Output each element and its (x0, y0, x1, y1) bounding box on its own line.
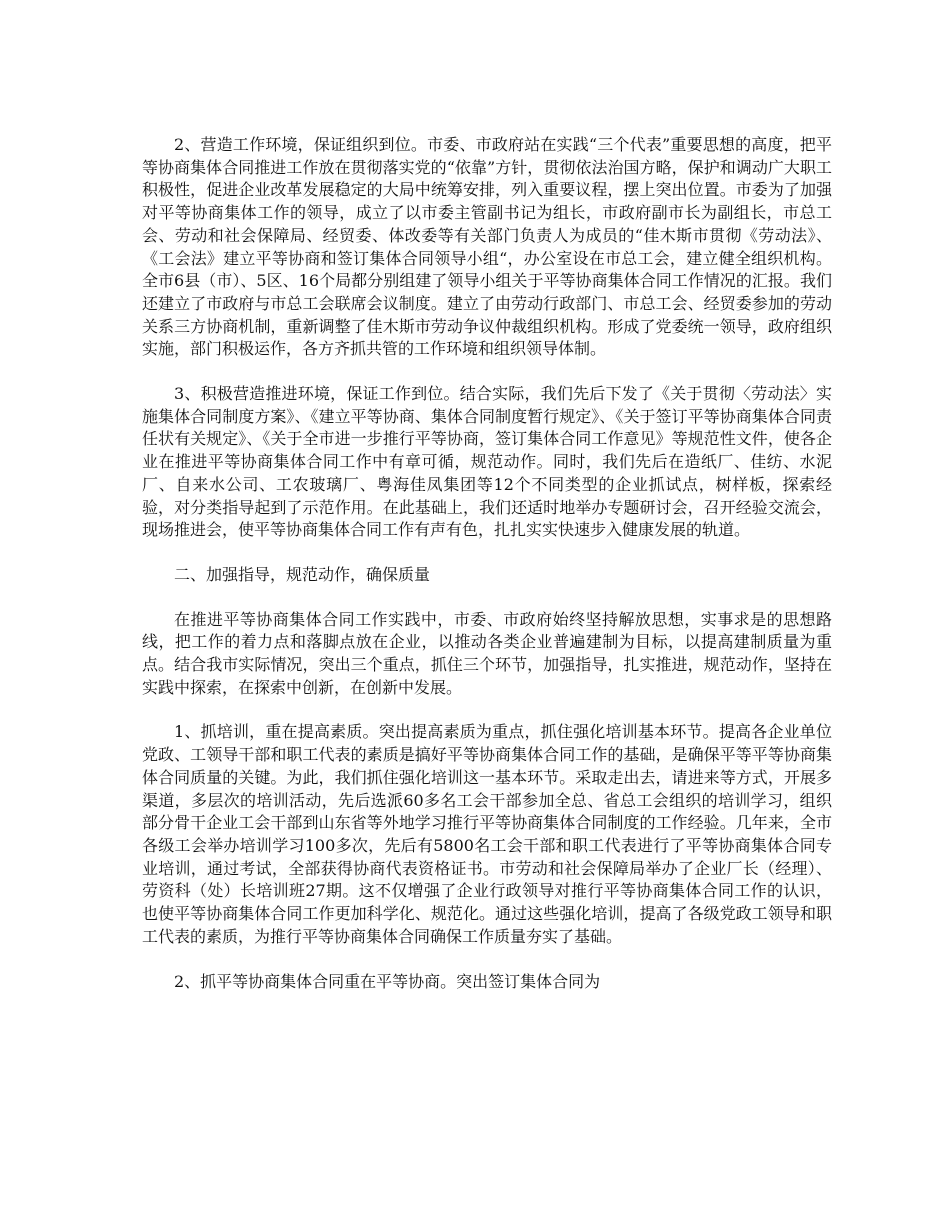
section-heading-guidance: 二、加强指导，规范动作，确保质量 (174, 564, 431, 584)
paragraph-training: 1、抓培训，重在提高素质。突出提高素质为重点，抓住强化培训基本环节。提高各企业单位党政、工领导干部和职工代表的素质是搞好平等协商集体合同工作的基础，是确保平等平等协商集体合同质量的关键。为此，我们抓住强化培训这一基本环节。采取走出去，请进来等方式，开展多渠道，多层次的培训活动，先后选派60多名工会干部参加全总、省总工会组织的培训学习，组织部分骨干企业工会干部到山东省等外地学习推行平等协商集体合同制度的工作经验。几年来，全市各级工会举办培训学习100多次，先后有5800名工会干部和职工代表进行了平等协商集体合同专业培训，通过考试，全部获得协商代表资格证书。市劳动和社会保障局举办了企业厂长（经理）、劳资科（处）长培训班27期。这不仅增强了企业行政领导对推行平等协商集体合同工作的认识，也使平等协商集体合同工作更加科学化、规范化。通过这些强化培训，提高了各级党政工领导和职工代表的素质，为推行平等协商集体合同确保工作质量夯实了基础。 (142, 722, 832, 946)
paragraph-negotiation: 2、抓平等协商集体合同重在平等协商。突出签订集体合同为 (174, 971, 601, 991)
paragraph-practice: 在推进平等协商集体合同工作实践中，市委、市政府始终坚持解放思想，实事求是的思想路线，把工作的着力点和落脚点放在企业，以推动各类企业普遍建制为目标，以提高建制质量为重点。结合我市实际情况，突出三个重点，抓住三个环节，加强指导，扎实推进，规范动作，坚持在实践中探索，在探索中创新，在创新中发展。 (142, 609, 832, 697)
paragraph-environment: 2、营造工作环境，保证组织到位。市委、市政府站在实践“三个代表”重要思想的高度，把平等协商集体合同推进工作放在贯彻落实党的“依靠”方针，贯彻依法治国方略，保护和调动广大职工积极性，促进企业改革发展稳定的大局中统筹安排，列入重要议程，摆上突出位置。市委为了加强对平等协商集体工作的领导，成立了以市委主管副书记为组长，市政府副市长为副组长，市总工会、劳动和社会保障局、经贸委、体改委等有关部门负责人为成员的“佳木斯市贯彻《劳动法》、《工会法》建立平等协商和签订集体合同领导小组“，办公室设在市总工会，建立健全组织机构。全市6县（市）、5区、16个局都分别组建了领导小组关于平等协商集体合同工作情况的汇报。我们还建立了市政府与市总工会联席会议制度。建立了由劳动行政部门、市总工会、经贸委参加的劳动关系三方协商机制，重新调整了佳木斯市劳动争议仲裁组织机构。形成了党委统一领导，政府组织实施，部门积极运作，各方齐抓共管的工作环境和组织领导体制。 (142, 135, 832, 359)
paragraph-promotion: 3、积极营造推进环境，保证工作到位。结合实际，我们先后下发了《关于贯彻〈劳动法〉实施集体合同制度方案》、《建立平等协商、集体合同制度暂行规定》、《关于签订平等协商集体合同责任状有关规定》、《关于全市进一步推行平等协商，签订集体合同工作意见》等规范性文件，使各企业在推进平等协商集体合同工作中有章可循，规范动作。同时，我们先后在造纸厂、佳纺、水泥厂、自来水公司、工农玻璃厂、粤海佳凤集团等12个不同类型的企业抓试点，树样板，探索经验，对分类指导起到了示范作用。在此基础上，我们还适时地举办专题研讨会，召开经验交流会，现场推进会，使平等协商集体合同工作有声有色，扎扎实实快速步入健康发展的轨道。 (142, 384, 832, 540)
